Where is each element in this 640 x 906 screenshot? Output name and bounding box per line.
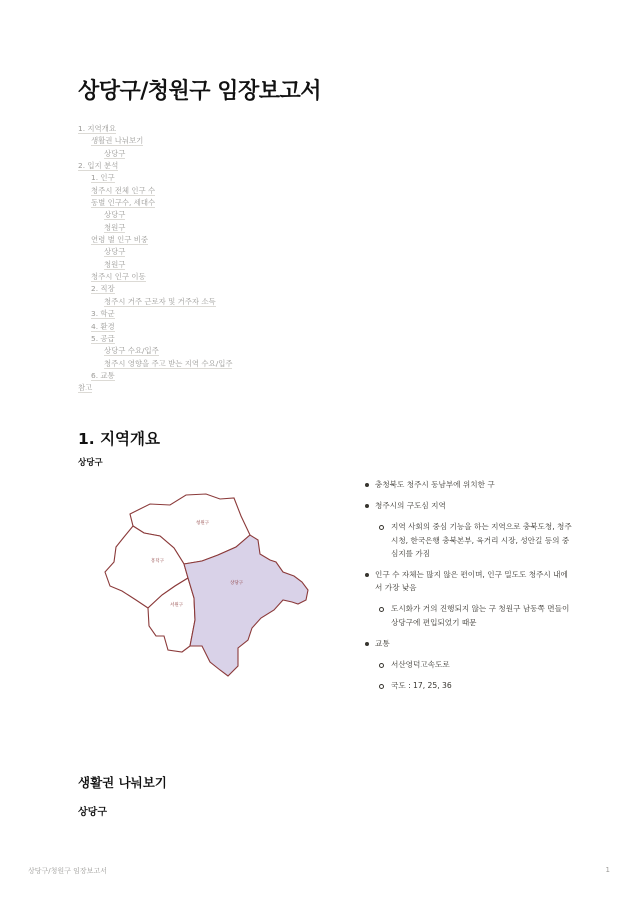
toc-link-label: 상당구	[104, 210, 126, 220]
toc-link[interactable]	[78, 160, 232, 172]
toc-link-label: 4. 환경	[91, 321, 115, 331]
toc-link-label: 상당구	[104, 148, 126, 158]
toc-link[interactable]	[78, 123, 232, 135]
toc-link-label: 1. 인구	[91, 173, 115, 183]
toc-link[interactable]	[78, 370, 232, 382]
toc-link[interactable]	[78, 382, 232, 394]
toc-link[interactable]	[78, 345, 232, 357]
footer-page-number: 1	[605, 866, 610, 874]
map-label-heungdeok: 흥덕구	[151, 559, 165, 564]
toc-link[interactable]	[78, 283, 232, 295]
subheading-sangdang: 상당구	[78, 458, 103, 468]
toc-link[interactable]	[78, 321, 232, 333]
toc-link[interactable]	[78, 296, 232, 308]
toc-link-label: 3. 학군	[91, 309, 115, 319]
toc-link-label: 청주시 인구 이동	[91, 272, 146, 282]
toc-link-label: 1. 지역개요	[78, 124, 116, 133]
toc-link-label: 청원구	[104, 222, 126, 232]
table-of-contents	[78, 123, 232, 395]
toc-link-label: 연령 별 인구 비중	[91, 235, 149, 245]
toc-link-label: 동별 인구수, 세대수	[91, 198, 156, 208]
toc-link-label: 청주시 영향을 주고 받는 지역 수요/입주	[104, 358, 233, 368]
toc-link[interactable]	[78, 185, 232, 197]
map-label-cheongwon: 청원구	[196, 521, 210, 526]
list-item: 인구 수 자체는 많지 않은 편이며, 인구 밀도도 청주시 내에서 가장 낮음	[363, 568, 573, 594]
toc-link[interactable]	[78, 271, 232, 283]
map-label-sangdang: 상당구	[230, 581, 244, 586]
toc-link[interactable]	[78, 197, 232, 209]
toc-link-label: 6. 교통	[91, 370, 115, 380]
toc-link-label: 참고	[78, 383, 93, 393]
toc-link[interactable]	[78, 246, 232, 258]
list-item: 서산영덕고속도로	[363, 658, 573, 671]
toc-link[interactable]	[78, 135, 232, 147]
toc-link[interactable]	[78, 148, 232, 160]
toc-link-label: 2. 입지 분석	[78, 161, 119, 171]
list-item: 지역 사회의 중심 기능을 하는 지역으로 충북도청, 청주 시청, 한국은행 충북본부, 육거리 시장, 성안길 등의 중심지를 가짐	[363, 520, 573, 560]
region-overview-bullets	[363, 478, 573, 700]
toc-link-label: 생활권 나눠보기	[91, 136, 144, 146]
toc-link[interactable]	[78, 209, 232, 221]
toc-link[interactable]	[78, 333, 232, 345]
toc-link-label: 5. 공급	[91, 333, 115, 343]
toc-link[interactable]	[78, 234, 232, 246]
footer-title: 상당구/청원구 임장보고서	[28, 867, 107, 875]
toc-link[interactable]	[78, 308, 232, 320]
section-heading-living-zones: 생활권 나눠보기	[78, 775, 167, 790]
list-item: 청주시의 구도심 지역	[363, 499, 573, 512]
section-heading-region-overview: 1. 지역개요	[78, 430, 160, 448]
list-item: 충청북도 청주시 동남부에 위치한 구	[363, 478, 573, 491]
toc-link-label: 상당구 수요/입주	[104, 346, 159, 356]
list-item: 국도 : 17, 25, 36	[363, 679, 573, 692]
district-map	[78, 486, 346, 678]
subheading-sangdang-zones: 상당구	[78, 807, 107, 818]
toc-link[interactable]	[78, 222, 232, 234]
toc-link[interactable]	[78, 358, 232, 370]
list-item: 도시화가 거의 진행되지 않는 구 청원구 남동쪽 면들이 상당구에 편입되었기 때문	[363, 602, 573, 628]
toc-link[interactable]	[78, 172, 232, 184]
map-label-seowon: 서원구	[170, 603, 184, 608]
list-item: 교통	[363, 637, 573, 650]
toc-link-label: 2. 직장	[91, 284, 115, 294]
toc-link-label: 청원구	[104, 259, 126, 269]
toc-link-label: 상당구	[104, 247, 126, 257]
toc-link-label: 청주시 거주 근로자 및 거주자 소득	[104, 296, 216, 306]
toc-link-label: 청주시 전체 인구 수	[91, 185, 156, 195]
toc-link[interactable]	[78, 259, 232, 271]
page-title: 상당구/청원구 임장보고서	[78, 79, 321, 104]
